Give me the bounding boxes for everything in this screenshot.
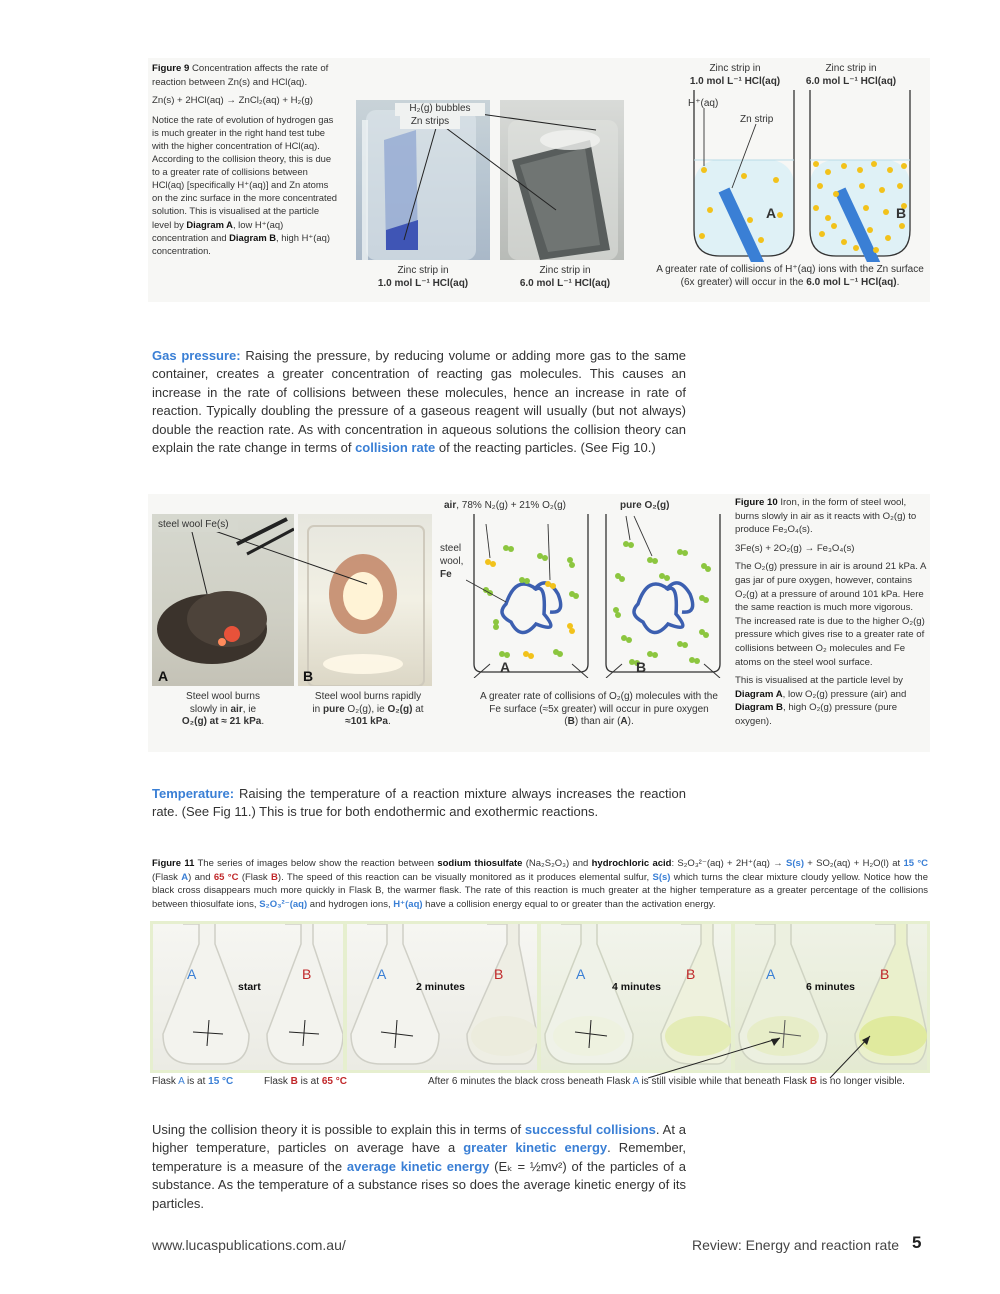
flask-frame-start-art xyxy=(153,924,343,1070)
label-h2-bubbles: H₂(g) bubbles xyxy=(395,103,485,116)
zinc-photo-pointers xyxy=(356,100,626,260)
frame-2min-a: A xyxy=(377,966,387,982)
diag-zn-caption: A greater rate of collisions of H⁺(aq) ions with the Zn surface (6x greater) will occur in the 6.0 mol L⁻¹ HCl(aq). xyxy=(656,264,924,288)
figure-11-caption: Figure 11 The series of images below show the reaction between sodium thiosulfate (Na₂S₂O₃) and hydrochloric acid: S₂O₃²⁻(aq) + 2H⁺(aq) → S(s) + SO₂(aq) + H₂O(l) at 15 °C (Flask A) and 65 °C (Flask B). The speed of this reaction can be visually monitored as it produces elemental sulfur, S(s) which turns the clear mixture cloudy yellow. Notice how the black cross disappears much more quickly in Flask B, the warmer flask. The rate of this reaction is much greater at the higher temperature as a greater percentage of the collisions between thiosulfate ions, S₂O₃²⁻(aq) and hydrogen ions, H⁺(aq) have a collision energy equal to or greater than the activation energy. xyxy=(152,858,929,910)
frame-4min-a: A xyxy=(576,966,586,982)
flask-pointers xyxy=(640,1030,880,1082)
diag-h-label: H⁺(aq) xyxy=(688,98,719,109)
diag-air-label: air, 78% N₂(g) + 21% O₂(g) xyxy=(444,500,566,511)
temperature-paragraph: Temperature: Raising the temperature of a reaction mixture always increases the reaction rate. (See Fig 11.) This is true for both endothermic and exothermic reactions. xyxy=(152,786,686,820)
fe-diag-caption: A greater rate of collisions of O₂(g) molecules with the Fe surface (≈5x greater) will occur in pure oxygen (B) than air (A). xyxy=(480,691,718,727)
figure-10-caption: Figure 10 Iron, in the form of steel wool, burns slowly in air as it reacts with O₂(g) to produce Fe₃O₄(s). 3Fe(s) + 2O₂(g) → Fe₃O₄(s) The O₂(g) pressure in air is around 21 kPa. A gas jar of pure oxygen, however, contains O₂(g) at a pressure of around 101 kPa. Here the same reaction is much more vigorous. The increased rate is due to the higher O₂(g) pressure which gives rise to a greater rate of collisions between O₂ molecules and Fe atoms on the steel wool surface. This is visualised at the particle level by Diagram A, low O₂(g) pressure (air) and Diagram B, high O₂(g) pressure (pure oxygen). xyxy=(735,497,926,727)
fe-particle-diagrams xyxy=(466,514,728,678)
flask-frame-start xyxy=(153,924,343,1070)
diag-left-top-label: Zinc strip in 1.0 mol L⁻¹ HCl(aq) xyxy=(689,63,781,87)
diag-pure-label: pure O₂(g) xyxy=(620,500,670,511)
footer-url[interactable]: www.lucaspublications.com.au/ xyxy=(152,1237,346,1253)
gas-pressure-paragraph: Gas pressure: Raising the pressure, by reducing volume or adding more gas to the same container, creates a greater concentration of reacting gas molecules. This causes an increase in the rate of collisions between these molecules, hence an increase in rate of reaction. Typically doubling the pressure of a gaseous reagent will usually (but not always) double the reaction rate. As with concentration in aqueous solutions the collision theory can explain the rate change in terms of collision rate of the reacting particles. (See Fig 10.) xyxy=(152,348,687,456)
steel-wool-pointers xyxy=(152,514,432,686)
photo-left-caption: Zinc strip in 1.0 mol L⁻¹ HCl(aq) xyxy=(377,265,469,289)
frame-4min-label: 4 minutes xyxy=(612,981,662,993)
flask-b-caption: Flask B is at 65 °C xyxy=(264,1076,347,1087)
diag-b-label: B xyxy=(896,205,907,221)
diag-steel-wool-label: steel wool, Fe xyxy=(440,543,464,580)
diag-a-label: A xyxy=(766,205,777,221)
collision-theory-paragraph: Using the collision theory it is possible to explain this in terms of successful collisions. At a higher temperature, particles on average have a greater kinetic energy. Remember, temperature is a measure of the average kinetic energy (Eₖ = ½mv²) of the particles of a substance. As the temperature of a substance rises so does the average kinetic energy of its particles. xyxy=(152,1122,687,1211)
frame-start-b: B xyxy=(302,966,312,982)
figure-9-title: Figure 9 xyxy=(152,63,190,74)
footer-title: Review: Energy and reaction rate xyxy=(692,1237,899,1253)
photo-label-a: A xyxy=(158,668,169,684)
flask-frame-2min xyxy=(347,924,537,1070)
frame-2min-b: B xyxy=(494,966,504,982)
frame-4min-b: B xyxy=(686,966,696,982)
photo-label-b: B xyxy=(303,668,314,684)
diag-right-top-label: Zinc strip in 6.0 mol L⁻¹ HCl(aq) xyxy=(805,63,897,87)
frame-6min-label: 6 minutes xyxy=(806,981,856,993)
frame-start-a: A xyxy=(187,966,197,982)
steel-wool-label: steel wool Fe(s) xyxy=(158,519,238,532)
diag-zn-label: Zn strip xyxy=(740,114,774,125)
figure-9-equation: Zn(s) + 2HCl(aq) → ZnCl₂(aq) + H₂(g) xyxy=(152,95,313,107)
figure-9-caption: Figure 9 Concentration affects the rate of reaction between Zn(s) and HCl(aq). Zn(s) + 2HCl(aq) → ZnCl₂(aq) + H₂(g) Notice the rate of evolution of hydrogen gas is much greater in the right hand test tube with the higher concentration of HCl(aq). According to the collision theory, this is due to a greater rate of collisions between HCl(aq) [specifically H⁺(aq)] and Zn atoms on the zinc surface in the more concentrated solution. This is visualised at the particle level by Diagram A, low H⁺(aq) concentration and Diagram B, high H⁺(aq) concentration. xyxy=(152,63,338,256)
frame-start-label: start xyxy=(238,981,261,993)
photo-right-caption: Zinc strip in 6.0 mol L⁻¹ HCl(aq) xyxy=(519,265,611,289)
flask-a-caption: Flask A is at 15 °C xyxy=(152,1076,234,1087)
zinc-particle-diagrams xyxy=(676,90,932,262)
steel-wool-air-caption: Steel wool burns slowly in air, ie O₂(g) at ≈ 21 kPa. xyxy=(181,691,265,727)
page-number: 5 xyxy=(912,1233,922,1252)
frame-6min-a: A xyxy=(766,966,776,982)
fe-diag-b-label: B xyxy=(636,659,647,675)
fe-diag-a-label: A xyxy=(500,659,511,675)
steel-wool-o2-caption: Steel wool burns rapidly in pure O₂(g), ie O₂(g) at ≈101 kPa. xyxy=(312,691,424,727)
frame-6min-b: B xyxy=(880,966,890,982)
frame-2min-label: 2 minutes xyxy=(416,981,466,993)
label-zn-strips: Zn strips xyxy=(400,116,460,129)
flask-frame-2min-art xyxy=(347,924,537,1070)
flask-end-caption: After 6 minutes the black cross beneath Flask A is still visible while that beneath Flask B is no longer visible. xyxy=(428,1076,905,1087)
